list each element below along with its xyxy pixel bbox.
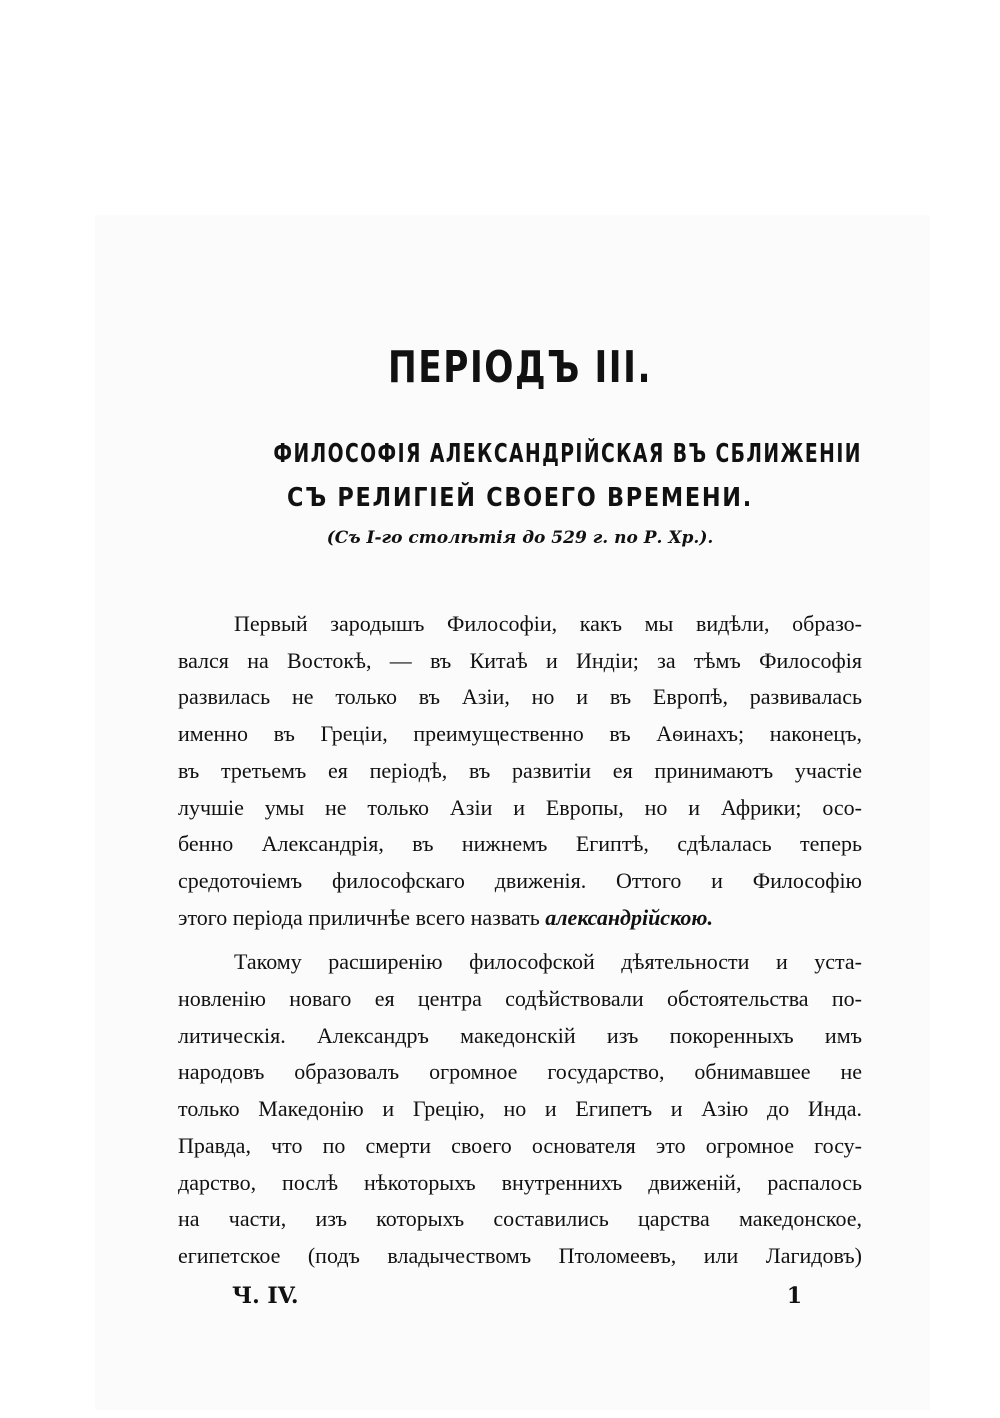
text-line: именно въ Греціи, преимущественно въ Аѳинахъ; наконецъ, — [178, 721, 862, 747]
text-line: бенно Александрія, въ нижнемъ Египтѣ, сдѣлалась теперь — [178, 831, 862, 857]
period-title: ПЕРІОДЪ III. — [387, 342, 653, 393]
text-line: египетское (подъ владычествомъ Птоломеевъ, или Лагидовъ) — [178, 1242, 862, 1268]
body-text — [178, 606, 862, 1275]
text-line: дарство, послѣ нѣкоторыхъ внутреннихъ движеній, распалось — [178, 1169, 862, 1195]
text-line: литическія. Александръ македонскій изъ покоренныхъ имъ — [178, 1022, 862, 1048]
signature-mark: Ч. IV. — [232, 1283, 299, 1309]
paragraph-2 — [178, 944, 862, 1274]
page-footer — [232, 1283, 802, 1313]
text-line: Такому расширенію философской дѣятельности и уста- — [234, 949, 862, 975]
text-line: въ третьемъ ея періодѣ, въ развитіи ея принимаютъ участіе — [178, 757, 862, 783]
text-line: народовъ образовалъ огромное государство, обнимавшее не — [178, 1059, 862, 1085]
text-line: лучшіе умы не только Азіи и Европы, но и Африки; осо- — [178, 794, 862, 820]
text-line: новленію новаго ея центра содѣйствовали обстоятельства по- — [178, 986, 862, 1012]
text-line-last-plain: этого періода приличнѣе всего назвать — [178, 904, 540, 930]
paragraph-gap — [178, 936, 862, 944]
text-line: вался на Востокѣ, — въ Китаѣ и Индіи; за тѣмъ Философія — [178, 647, 862, 673]
text-line: средоточіемъ философскаго движенія. Оттого и Философію — [178, 867, 862, 893]
paragraph-1 — [178, 606, 862, 936]
text-line: только Македонію и Грецію, но и Египетъ и Азію до Инда. — [178, 1096, 862, 1122]
page-number: 1 — [786, 1283, 802, 1309]
text-line: Первый зародышъ Философіи, какъ мы видѣли, образо- — [234, 611, 862, 636]
page-content — [178, 340, 862, 1275]
subtitle-line-1: ФИЛОСОФІЯ АЛЕКСАНДРІЙСКАЯ ВЪ СБЛИЖЕНІИ — [273, 439, 862, 469]
text-line: развилась не только въ Азіи, но и въ Европѣ, развивалась — [178, 684, 862, 710]
text-line: на части, изъ которыхъ составились царства македонское, — [178, 1206, 862, 1232]
date-range: (Съ І-го столѣтія до 529 г. по Р. Хр.). — [326, 528, 714, 548]
text-line: Правда, что по смерти своего основателя это огромное госу- — [178, 1132, 862, 1158]
emphasized-word: александрійскою. — [545, 904, 713, 930]
subtitle-line-2: СЪ РЕЛИГІЕЙ СВОЕГО ВРЕМЕНИ. — [287, 483, 753, 513]
text-line-last — [178, 900, 862, 937]
